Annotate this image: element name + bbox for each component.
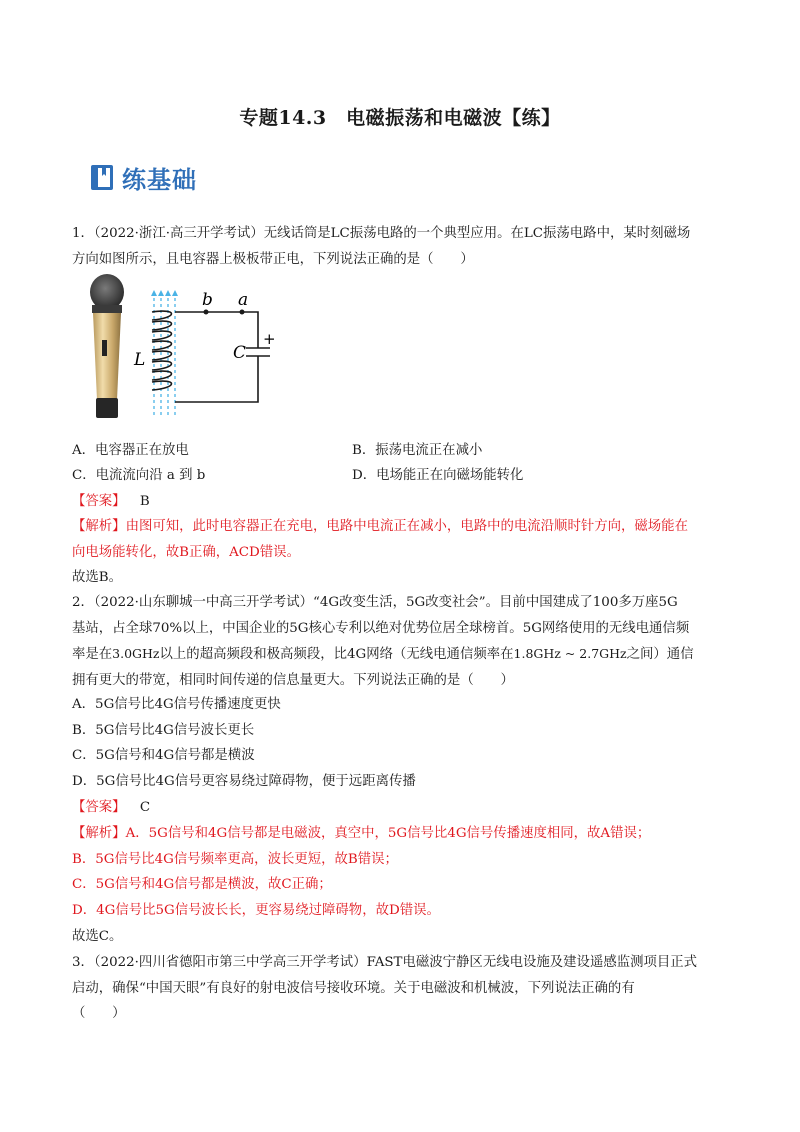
answer-value: C [139,800,151,815]
text-span: 率是在 [72,647,113,663]
q2-answer [72,795,732,821]
analysis-line: 向电场能转化，故B正确，ACD错误。 [72,544,300,560]
analysis-line: C．5G信号和4G信号都是横波，故C正确； [72,877,332,893]
label-plus: + [263,330,276,348]
q2-option-c: C．5G信号和4G信号都是横波 [72,748,255,764]
microphone-image [82,272,132,422]
label-inductor: L [134,350,146,370]
q1-option-a: A．电容器正在放电 [72,443,189,458]
question-2-text [72,590,732,693]
q2-option-a: A．5G信号比4G信号传播速度更快 [72,697,281,712]
question-2-line: 拥有更大的带宽，相同时间传递的信息量更大。下列说法正确的是（ ） [72,672,514,688]
frequency-value: 3.0GHz [112,646,160,662]
answer-label: 【答案】 [72,494,126,509]
q2-analysis [72,821,732,923]
section-title: 练基础 [122,166,197,194]
label-capacitor: C [233,343,247,363]
q1-option-d: D．电场能正在向磁场能转化 [352,468,524,483]
q2-option-d: D．5G信号比4G信号更容易绕过障碍物，便于远距离传播 [72,773,416,789]
question-3-line: （ ） [72,1006,126,1022]
q2-option-b: B．5G信号比4G信号波长更长 [72,722,255,738]
text-span: 以上的超高频段和极高频段，比4G网络（无线电通信频率在 [159,647,514,663]
label-b: b [202,290,213,310]
text-span: 之间）通信 [626,647,694,663]
analysis-line: A．5G信号和4G信号都是电磁波，真空中，5G信号比4G信号传播速度相同，故A错误； [125,826,651,841]
q2-conclusion: 故选C。 [72,929,123,944]
lc-circuit-diagram [130,282,280,422]
question-1-text [72,221,732,272]
analysis-line: B．5G信号比4G信号频率更高，波长更短，故B错误； [72,851,398,867]
answer-value: B [139,494,150,509]
analysis-label: 【解析】 [72,826,126,841]
label-a: a [238,290,249,310]
q1-conclusion: 故选B。 [72,570,123,585]
q1-option-b: B．振荡电流正在减小 [352,443,483,458]
q1-analysis [72,514,732,565]
question-3-line: 3．（2022·四川省德阳市第三中学高三开学考试）FAST电磁波宁静区无线电设施及建设遥感监测项目正式 [72,955,698,970]
section-header [90,160,197,195]
q1-option-c: C．电流流向沿 a 到 b [72,468,206,483]
question-3-text [72,950,732,1027]
q1-answer [72,489,732,515]
analysis-line: D．4G信号比5G信号波长长，更容易绕过障碍物，故D错误。 [72,902,440,918]
question-2-line [72,641,732,668]
analysis-label: 【解析】 [72,519,126,534]
question-2-line: 2．（2022·山东聊城一中高三开学考试）“4G改变生活，5G改变社会”。目前中国建成了100多万座5G [72,595,678,610]
question-2-line: 基站，占全球70%以上，中国企业的5G核心专利以绝对优势位居全球榜首。5G网络使用的无线电通信频 [72,620,690,636]
analysis-line: 由图可知，此时电容器正在充电，电路中电流正在减小，电路中的电流沿顺时针方向，磁场能在 [125,519,688,534]
book-icon [90,164,116,192]
question-1-line: 1．（2022·浙江·高三开学考试）无线话筒是LC振荡电路的一个典型应用。在LC振荡电路中，某时刻磁场 [72,226,691,241]
answer-label: 【答案】 [72,800,126,815]
page-title: 专题14.3 电磁振荡和电磁波【练】 [239,107,561,129]
q2-options [72,692,732,794]
frequency-range: 1.8GHz ~ 2.7GHz [513,646,627,662]
question-3-line: 启动，确保“中国天眼”有良好的射电波信号接收环境。关于电磁波和机械波，下列说法正确的有 [72,980,635,996]
question-1-line: 方向如图所示，且电容器上极板带正电，下列说法正确的是（ ） [72,251,474,267]
